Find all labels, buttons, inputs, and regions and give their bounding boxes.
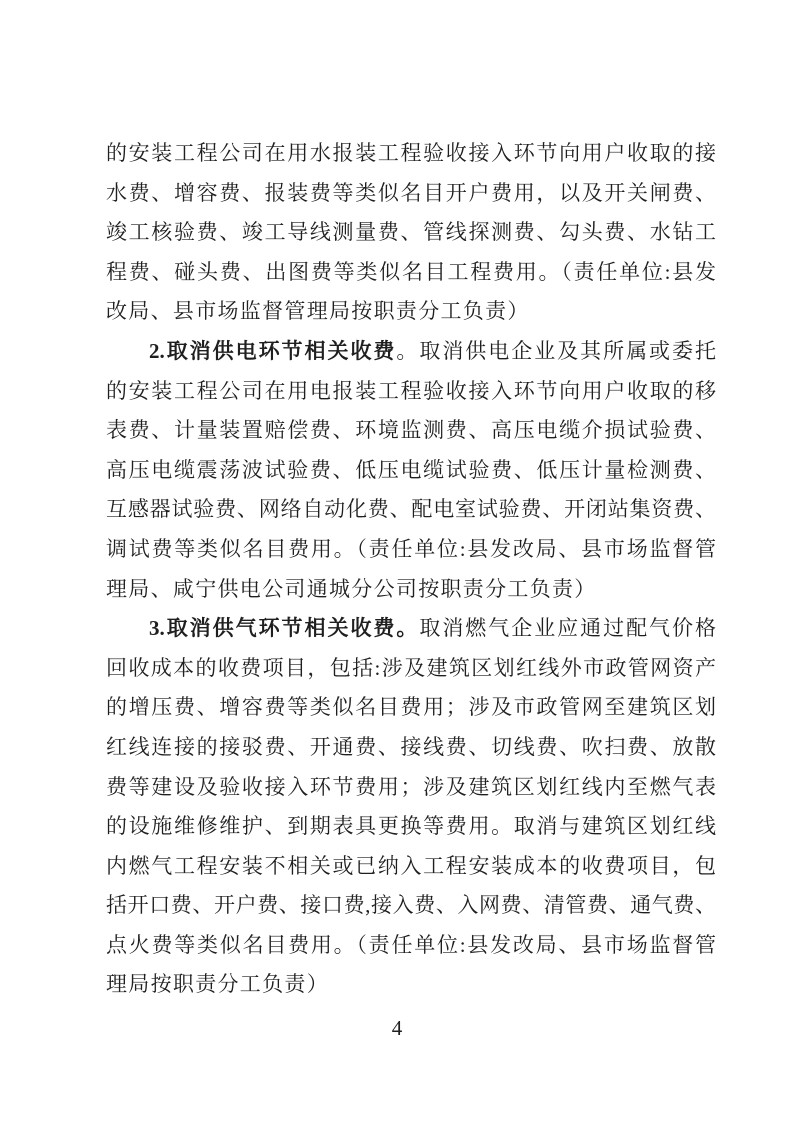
- text-line: [106, 174, 716, 214]
- text-run: 括开口费、开户费、接口费,接入费、入网费、清管费、通气费、: [106, 893, 716, 918]
- text-run: 理局、咸宁供电公司通城分公司按职责分工负责）: [106, 576, 597, 601]
- text-line: [106, 253, 716, 293]
- text-run: 。取消供电企业及其所属或委托: [396, 338, 716, 363]
- page-number: 4: [391, 1016, 403, 1040]
- text-line: [106, 768, 716, 808]
- document-body: [106, 134, 716, 1005]
- text-line: [106, 649, 716, 689]
- paragraph-heading-line: [106, 609, 716, 649]
- text-line: [106, 490, 716, 530]
- text-line: [106, 807, 716, 847]
- paragraph-heading-line: [106, 332, 716, 372]
- text-run: 的安装工程公司在用水报装工程验收接入环节向用户收取的接: [106, 141, 716, 165]
- text-run: 竣工核验费、竣工导线测量费、管线探测费、勾头费、水钻工: [106, 220, 716, 245]
- text-line: [106, 292, 716, 332]
- text-run: 水费、增容费、报装费等类似名目开户费用，以及开关闸费、: [106, 180, 716, 205]
- text-line: [106, 530, 716, 570]
- text-line: [106, 451, 716, 491]
- text-line: [106, 372, 716, 412]
- text-run: 内燃气工程安装不相关或已纳入工程安装成本的收费项目，包: [106, 853, 716, 878]
- text-run: 取消燃气企业应通过配气价格: [419, 616, 716, 641]
- text-line: [106, 926, 716, 966]
- text-run: 调试费等类似名目费用。（责任单位:县发改局、县市场监督管: [106, 536, 716, 561]
- section-heading-bold: 3.取消供气环节相关收费。: [149, 616, 420, 641]
- text-run: 互感器试验费、网络自动化费、配电室试验费、开闭站集资费、: [106, 497, 716, 522]
- text-run: 的设施维修维护、到期表具更换等费用。取消与建筑区划红线: [106, 814, 716, 839]
- text-line: [106, 847, 716, 887]
- text-line: [106, 134, 716, 174]
- text-run: 改局、县市场监督管理局按职责分工负责）: [106, 299, 530, 324]
- text-run: 理局按职责分工负责）: [106, 972, 329, 997]
- text-run: 高压电缆震荡波试验费、低压电缆试验费、低压计量检测费、: [106, 457, 716, 482]
- section-heading-bold: 2.取消供电环节相关收费: [149, 338, 397, 363]
- text-line: [106, 965, 716, 1005]
- text-line: [106, 411, 716, 451]
- text-line: [106, 570, 716, 610]
- text-line: [106, 728, 716, 768]
- text-run: 程费、碰头费、出图费等类似名目工程费用。（责任单位:县发: [106, 259, 716, 284]
- text-run: 的安装工程公司在用电报装工程验收接入环节向用户收取的移: [106, 378, 716, 403]
- text-run: 费等建设及验收接入环节费用；涉及建筑区划红线内至燃气表: [106, 774, 716, 799]
- text-run: 红线连接的接驳费、开通费、接线费、切线费、吹扫费、放散: [106, 734, 716, 759]
- text-line: [106, 886, 716, 926]
- text-run: 表费、计量装置赔偿费、环境监测费、高压电缆介损试验费、: [106, 418, 716, 443]
- text-run: 回收成本的收费项目，包括:涉及建筑区划红线外市政管网资产: [106, 655, 716, 680]
- text-line: [106, 688, 716, 728]
- text-run: 点火费等类似名目费用。（责任单位:县发改局、县市场监督管: [106, 932, 716, 957]
- text-run: 的增压费、增容费等类似名目费用；涉及市政管网至建筑区划: [106, 695, 716, 720]
- text-line: [106, 213, 716, 253]
